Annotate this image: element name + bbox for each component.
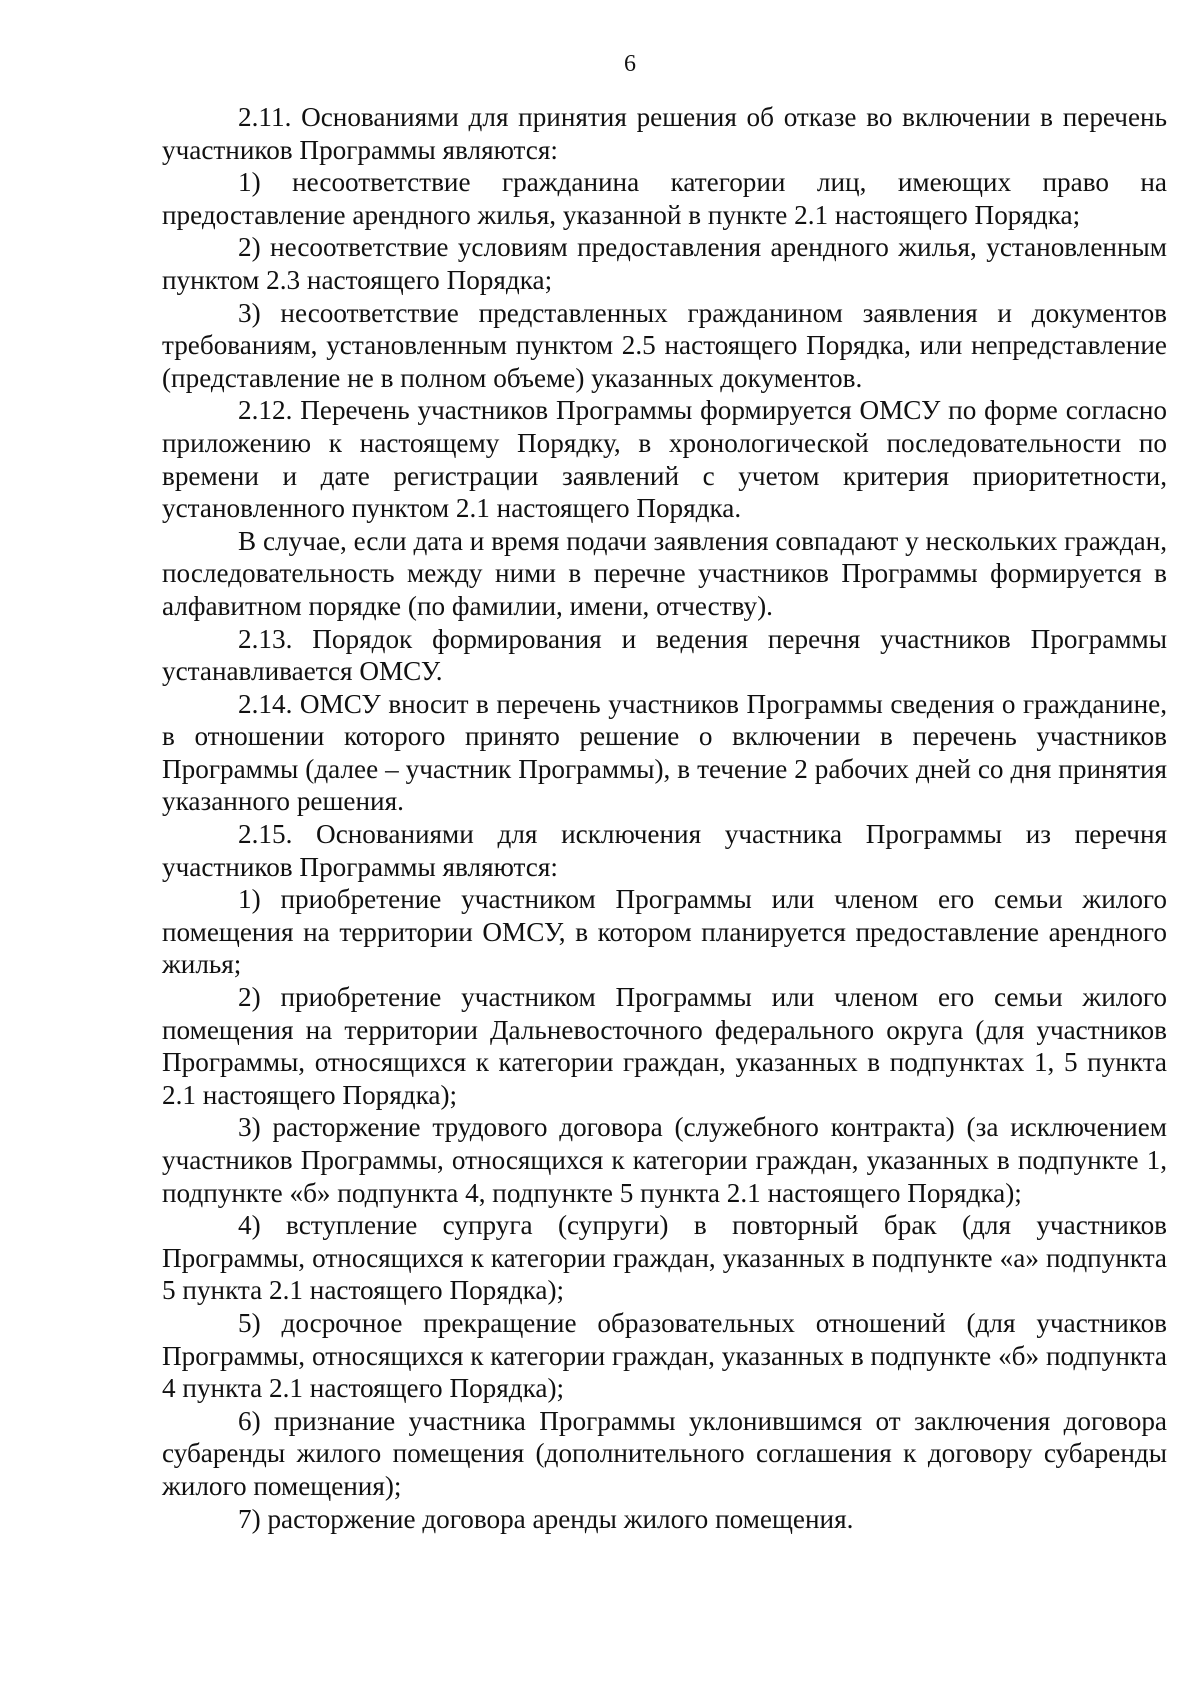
paragraph-2-15-item-7: 7) расторжение договора аренды жилого помещения.	[238, 1503, 854, 1534]
paragraph-2-11-item-1: 1) несоответствие гражданина категории лиц, имеющих право на предоставление арендного жилья, указанной в пункте 2.1 настоящего Порядка;	[162, 167, 1167, 230]
paragraph-2-15-item-3: 3) расторжение трудового договора (служебного контракта) (за исключением участников Программы, относящихся к категории граждан, указанных в подпункте 1, подпункте «б» подпункта 4, подпункте 5 пункта 2.1 настоящего Порядка);	[162, 1112, 1167, 1208]
paragraph-2-15-item-6: 6) признание участника Программы уклонившимся от заключения договора субаренды жилого помещения (дополнительного соглашения к договору субаренды жилого помещения);	[162, 1405, 1167, 1501]
paragraph-2-11-item-2: 2) несоответствие условиям предоставления арендного жилья, установленным пунктом 2.3 настоящего Порядка;	[162, 232, 1167, 295]
paragraph-2-13: 2.13. Порядок формирования и ведения перечня участников Программы устанавливается ОМСУ.	[162, 623, 1167, 687]
paragraph-2-15-item-1: 1) приобретение участником Программы или членом его семьи жилого помещения на территории ОМСУ, в котором планируется предоставление арендного жилья;	[162, 884, 1167, 980]
paragraph-2-15: 2.15. Основаниями для исключения участника Программы из перечня участников Программы являются:	[162, 819, 1167, 882]
paragraph-2-15-item-4: 4) вступление супруга (супруги) в повторный брак (для участников Программы, относящихся к категории граждан, указанных в подпункте «а» подпункта 5 пункта 2.1 настоящего Порядка);	[162, 1210, 1167, 1306]
page-number: 6	[624, 51, 636, 77]
paragraph-2-11-item-3: 3) несоответствие представленных гражданином заявления и документов требованиям, установленным пунктом 2.5 настоящего Порядка, или непредставление (представление не в полном объеме) указанных документов.	[162, 297, 1167, 393]
paragraph-2-14: 2.14. ОМСУ вносит в перечень участников Программы сведения о гражданине, в отношении которого принято решение о включении в перечень участников Программы (далее – участник Программы), в течение 2 рабочих дней со дня принятия указанного решения.	[162, 688, 1167, 817]
paragraph-2-15-item-2: 2) приобретение участником Программы или членом его семьи жилого помещения на территории Дальневосточного федерального округа (для участников Программы, относящихся к категории граждан, указанных в подпунктах 1, 5 пункта 2.1 настоящего Порядка);	[162, 982, 1167, 1110]
paragraph-2-12: 2.12. Перечень участников Программы формируется ОМСУ по форме согласно приложению к настоящему Порядку, в хронологической последовательности по времени и дате регистрации заявлений с учетом критерия приоритетности, установленного пунктом 2.1 настоящего Порядка.	[162, 395, 1167, 524]
document-body	[162, 101, 1167, 1535]
paragraph-2-11: 2.11. Основаниями для принятия решения об отказе во включении в перечень участников Программы являются:	[162, 102, 1167, 165]
paragraph-2-15-item-5: 5) досрочное прекращение образовательных отношений (для участников Программы, относящихся к категории граждан, указанных в подпункте «б» подпункта 4 пункта 2.1 настоящего Порядка);	[162, 1307, 1167, 1404]
paragraph-2-12-continued: В случае, если дата и время подачи заявления совпадают у нескольких граждан, последовательность между ними в перечне участников Программы формируется в алфавитном порядке (по фамилии, имени, отчеству).	[162, 525, 1167, 621]
